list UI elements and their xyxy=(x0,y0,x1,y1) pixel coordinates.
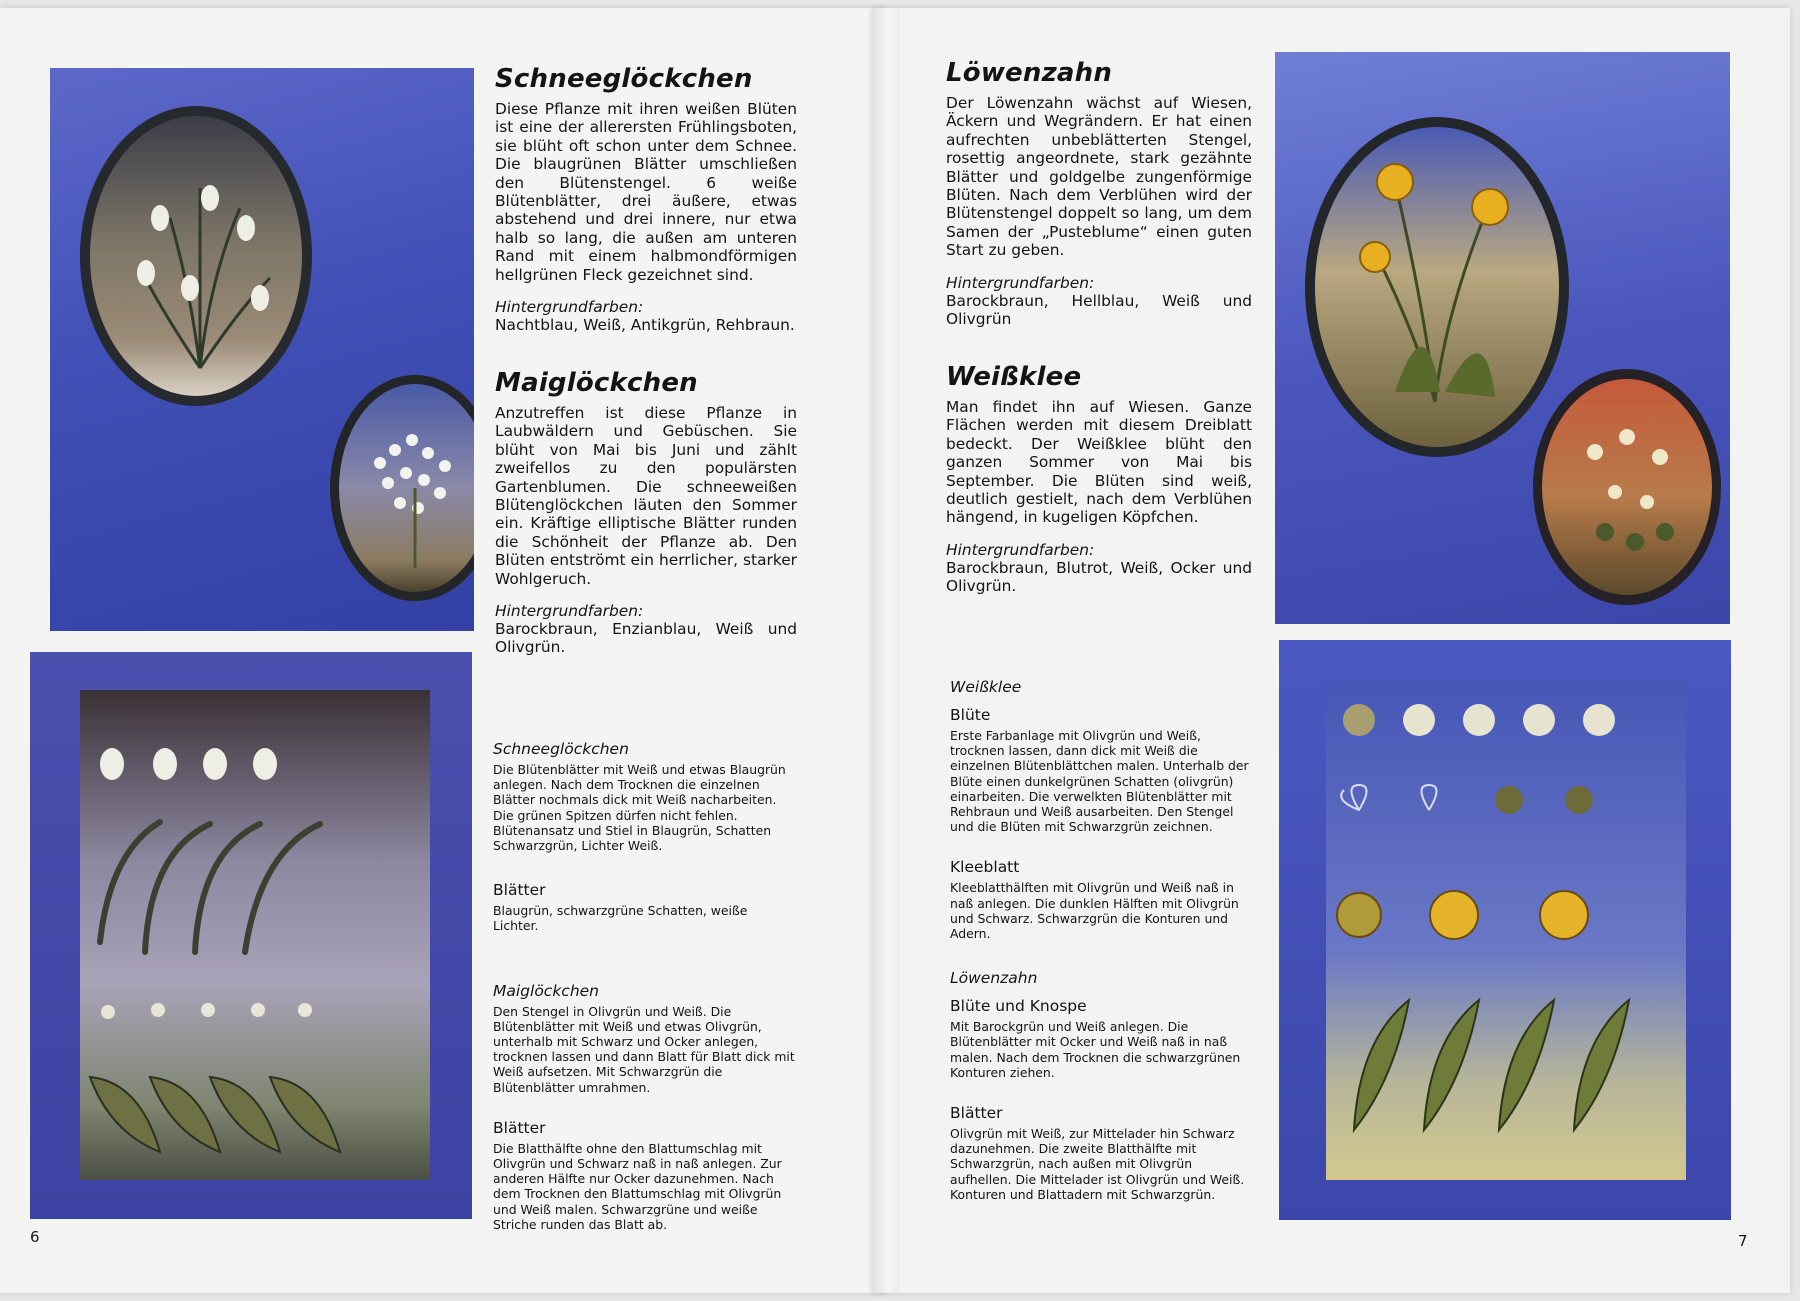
instr-schnee-blatt-text: Blaugrün, schwarzgrüne Schatten, weiße Lichter. xyxy=(493,903,748,934)
maigloeckchen-bg-label: Hintergrundfarben: xyxy=(495,602,644,621)
section-weissklee xyxy=(946,362,1252,596)
plaques-illustration-right xyxy=(1275,52,1730,624)
page-number-left: 6 xyxy=(30,1228,40,1246)
instructions-right xyxy=(950,678,1254,1202)
schneegloeckchen-bg-label: Hintergrundfarben: xyxy=(495,298,644,317)
photo-snowdrop-lily-steps xyxy=(30,652,472,1219)
steps-illustration xyxy=(30,652,472,1219)
instr-mai-blatt-heading: Blätter xyxy=(493,1118,546,1137)
weissklee-bg-label: Hintergrundfarben: xyxy=(946,540,1095,559)
weissklee-bg-colors: Barockbraun, Blutrot, Weiß, Ocker und Olivgrün. xyxy=(946,558,1252,596)
section-maigloeckchen xyxy=(495,368,797,657)
instr-klee-heading: Weißklee xyxy=(950,678,1022,696)
loewenzahn-title: Löwenzahn xyxy=(946,58,1113,88)
loewenzahn-bg-colors: Barockbraun, Hellblau, Weiß und Olivgrün xyxy=(946,291,1252,329)
instr-mai-text: Den Stengel in Olivgrün und Weiß. Die Blütenblätter mit Weiß und etwas Olivgrün, unterhalb mit Schwarz und Ocker anlegen, trocknen lassen und dann Blatt für Blatt dick mit Weiß aufsetzen. Mit Schwarzgrün die Blütenblätter umrahmen. xyxy=(493,1003,795,1095)
schneegloeckchen-title: Schneeglöckchen xyxy=(495,64,753,94)
instr-schnee-text: Die Blütenblätter mit Weiß und etwas Blaugrün anlegen. Nach dem Trocknen die einzelnen Blätter nochmals dick mit Weiß nacharbeiten. Die grünen Spitzen dürfen nicht fehlen. Blütenansatz und Stiel in Blaugrün, Schatten Schwarzgrün, Lichter Weiß. xyxy=(493,762,786,854)
photo-clover-dandelion-steps xyxy=(1279,640,1731,1220)
maigloeckchen-text: Anzutreffen ist diese Pflanze in Laubwäldern und Gebüschen. Sie blüht von Mai bis Juni und zählt zweifellos zu den populärsten Gartenblumen. Die schneeweißen Blütenglöckchen läuten den Sommer ein. Kräftige elliptische Blätter runden die Schönheit der Pflanze ab. Den Blüten entströmt ein herrlicher, starker Wohlgeruch. xyxy=(495,404,797,588)
maigloeckchen-bg-colors: Barockbraun, Enzianblau, Weiß und Olivgrün. xyxy=(495,620,797,657)
instr-bluete-text: Erste Farbanlage mit Olivgrün und Weiß, trocknen lassen, dann dick mit Weiß die einzelnen Blütenblättchen malen. Unterhalb der Blüte einen dunkelgrünen Schatten (olivgrün) einarbeiten. Die verwelkten Blütenblätter mit Rehbraun und Weiß ausarbeiten. Den Stengel und die Blüten mit Schwarzgrün zeichnen. xyxy=(950,728,1249,835)
loewenzahn-bg-label: Hintergrundfarben: xyxy=(946,273,1095,292)
section-loewenzahn xyxy=(946,58,1252,328)
instr-knospe-text: Mit Barockgrün und Weiß anlegen. Die Blütenblätter mit Ocker und Weiß naß in naß malen. Nach dem Trocknen die schwarzgrünen Konturen ziehen. xyxy=(950,1019,1241,1080)
photo-snowdrop-lily-plaques xyxy=(50,68,474,631)
schneegloeckchen-text: Diese Pflanze mit ihren weißen Blüten ist eine der allerersten Frühlingsboten, sie blüht oft schon unter dem Schnee. Die blaugrünen Blätter umschließen den Blütenstengel. 6 weiße Blütenblätter, drei äußere, etwas abstehend und drei innere, nur etwa halb so lang, die außen am unteren Rand mit einem halbmondförmigen hellgrünen Fleck gezeichnet sind. xyxy=(495,100,797,284)
maigloeckchen-title: Maiglöckchen xyxy=(495,368,698,398)
schneegloeckchen-bg-colors: Nachtblau, Weiß, Antikgrün, Rehbraun. xyxy=(495,316,795,335)
instr-mai-heading: Maiglöckchen xyxy=(493,981,600,1000)
instr-bluete-heading: Blüte xyxy=(950,706,991,724)
instr-schnee-blatt-heading: Blätter xyxy=(493,881,546,900)
steps-illustration-right xyxy=(1279,640,1731,1220)
instr-loewen-heading: Löwenzahn xyxy=(950,969,1038,988)
page-number-right: 7 xyxy=(1738,1232,1748,1250)
instr-loewen-blatt-text: Olivgrün mit Weiß, zur Mittelader hin Schwarz dazunehmen. Die zweite Blatthälfte mit Schwarzgrün, nach außen mit Olivgrün aufhellen. Die Mittelader ist Olivgrün und Weiß. Konturen und Blattadern mit Schwarzgrün. xyxy=(950,1126,1245,1202)
book-spine xyxy=(872,8,900,1293)
loewenzahn-text: Der Löwenzahn wächst auf Wiesen, Äckern und Wegrändern. Er hat einen aufrechten unbeblätterten Stengel, rosettig angeordnete, stark gezähnte Blätter und goldgelbe zungenförmige Blüten. Nach dem Verblühen wird der Blütenstengel doppelt so lang, um dem Samen der „Pusteblume“ einen guten Start zu geben. xyxy=(946,94,1252,260)
instr-knospe-heading: Blüte und Knospe xyxy=(950,997,1087,1016)
instr-loewen-blatt-heading: Blätter xyxy=(950,1104,1003,1123)
photo-dandelion-clover-plaques xyxy=(1275,52,1730,624)
section-schneegloeckchen xyxy=(495,64,797,334)
plaques-illustration xyxy=(50,68,474,631)
instructions-left xyxy=(493,740,795,1232)
instr-schnee-heading: Schneeglöckchen xyxy=(493,740,629,758)
instr-kleeblatt-heading: Kleeblatt xyxy=(950,858,1020,877)
instr-kleeblatt-text: Kleeblatthälften mit Olivgrün und Weiß naß in naß anlegen. Die dunklen Hälften mit Olivgrün und Schwarz. Schwarzgrün die Konturen und Adern. xyxy=(950,880,1239,942)
weissklee-title: Weißklee xyxy=(946,362,1082,392)
instr-mai-blatt-text: Die Blatthälfte ohne den Blattumschlag mit Olivgrün und Schwarz naß in naß anlegen. Zur anderen Hälfte nur Ocker dazunehmen. Nach dem Trocknen den Blattumschlag mit Olivgrün und Weiß malen. Schwarzgrüne und weiße Striche runden das Blatt ab. xyxy=(493,1140,782,1232)
weissklee-text: Man findet ihn auf Wiesen. Ganze Flächen werden mit diesem Dreiblatt bedeckt. Der Weißklee blüht den ganzen Sommer von Mai bis September. Die Blüten sind weiß, deutlich gestielt, nach dem Verblühen hängend, in kugeligen Köpfchen. xyxy=(946,398,1252,527)
